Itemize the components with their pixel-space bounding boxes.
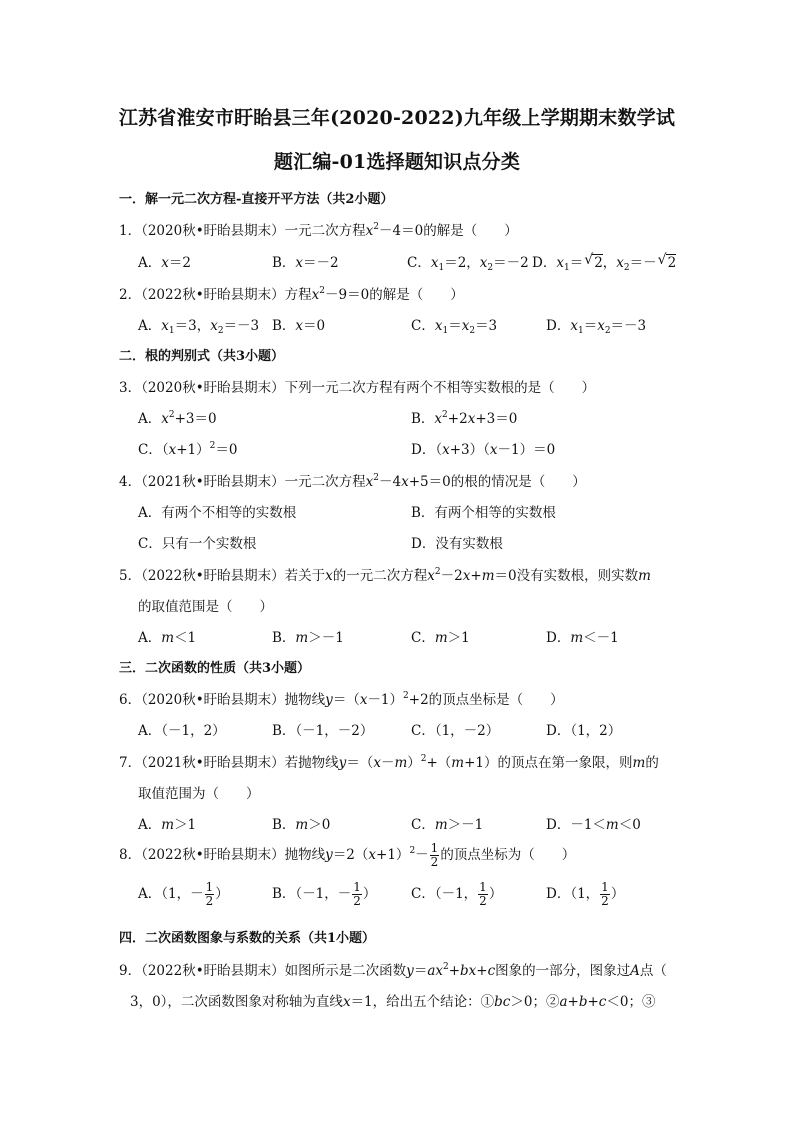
question-7-line2: 取值范围为（ ）	[138, 786, 260, 802]
question-8: 8．（2022秋•盱眙县期末）抛物线$y=2(x+1)^2-$ $\frac{1}{2}$ 的顶点坐标为（ ）	[119, 841, 576, 869]
question-6: 6．（2020秋•盱眙县期末）抛物线$y=(x-1)^2+2$的顶点坐标是（ ）	[119, 691, 564, 708]
question-1: 1．（2020秋•盱眙县期末）一元二次方程$x^2-4=0$的解是（ ）	[119, 222, 518, 239]
question-3: 3．（2020秋•盱眙县期末）下列一元二次方程有两个不相等实数根的是（ ）	[119, 380, 596, 396]
question-9: 9．（2022秋•盱眙县期末）如图所示是二次函数$y=ax^2+bx+c$图象的一部分，图象过A点（	[119, 962, 667, 979]
q6-option-a: A．（－1，2）	[138, 723, 226, 739]
q6-option-c: C．（1，－2）	[411, 723, 500, 739]
q8-option-c: C．（－1， $\frac{1}{2}$ ）	[411, 880, 503, 908]
q3-option-b: B．$x^2+2x+3=0$	[411, 410, 518, 427]
q8-option-d: D．（1， $\frac{1}{2}$ ）	[546, 880, 625, 908]
q7-option-c: C．m＞－1	[411, 817, 484, 833]
question-7: 7．（2021秋•盱眙县期末）若抛物线$y=(x-m)^2+(m+1)$的顶点在第一象限，则m的	[119, 754, 659, 771]
q2-option-c: C．$x_1=x_2=3$	[411, 318, 498, 336]
section-heading-4: 四．二次函数图象与系数的关系（共1小题）	[119, 931, 376, 946]
section-heading-3: 三．二次函数的性质（共3小题）	[119, 661, 311, 676]
q4-option-a: A．有两个不相等的实数根	[138, 505, 297, 521]
q5-option-d: D．m＜－1	[546, 630, 619, 646]
q2-option-a: A．$x_1=3$，$x_2=-3$	[138, 318, 260, 336]
q6-option-b: B．（－1，－2）	[272, 723, 374, 739]
q4-option-d: D．没有实数根	[411, 536, 503, 552]
q6-option-d: D．（1，2）	[546, 723, 622, 739]
q1-option-a: A．x＝2	[138, 255, 191, 271]
q4-option-c: C．只有一个实数根	[138, 536, 257, 552]
q2-option-b: B．x＝0	[272, 318, 326, 334]
q8-option-b: B．（－1，－ $\frac{1}{2}$ ）	[272, 880, 377, 908]
q3-option-c: C．$(x+1)^2=0$	[138, 441, 238, 458]
q1-option-d: D．$x_1=√$ 2，$x_2=-√$ 2	[532, 251, 676, 271]
q5-option-a: A．m＜1	[138, 630, 197, 646]
document-title-line1: 江苏省淮安市盱眙县三年(2020-2022)九年级上学期期末数学试	[118, 107, 676, 129]
q1-option-b: B．x＝－2	[272, 255, 339, 271]
q3-option-d: D．（x+3）（x－1）＝0	[411, 442, 556, 458]
q1-option-c: C．$x_1=2$，$x_2=-2$	[407, 255, 529, 273]
section-heading-1: 一．解一元二次方程-直接开平方法（共2小题）	[119, 192, 394, 207]
q5-option-c: C．m＞1	[411, 630, 470, 646]
question-2: 2．（2022秋•盱眙县期末）方程$x^2-9=0$的解是（ ）	[119, 286, 464, 303]
section-heading-2: 二．根的判别式（共3小题）	[119, 349, 285, 364]
document-title-line2: 题汇编-01选择题知识点分类	[273, 151, 521, 173]
question-5: 5．（2022秋•盱眙县期末）若关于x的一元二次方程$x^2-2x+m=0$没有实数根，则实数m	[119, 567, 651, 584]
q7-option-a: A．m＞1	[138, 817, 197, 833]
question-5-line2: 的取值范围是（ ）	[138, 599, 273, 615]
q3-option-a: A．$x^2+3=0$	[138, 410, 217, 427]
question-4: 4．（2021秋•盱眙县期末）一元二次方程$x^2-4x+5=0$的根的情况是（ ）	[119, 473, 586, 490]
q8-option-a: A．（1，－ $\frac{1}{2}$ ）	[138, 880, 229, 908]
q5-option-b: B．m＞－1	[272, 630, 344, 646]
q7-option-d: D．－1＜m＜0	[546, 817, 641, 833]
q7-option-b: B．m＞0	[272, 817, 331, 833]
q2-option-d: D．$x_1=x_2=-3$	[546, 318, 647, 336]
question-9-line2: 3，0），二次函数图象对称轴为直线x＝1，给出五个结论：①bc＞0；②a+b+c＜0；③	[130, 994, 656, 1010]
q4-option-b: B．有两个相等的实数根	[411, 505, 556, 521]
